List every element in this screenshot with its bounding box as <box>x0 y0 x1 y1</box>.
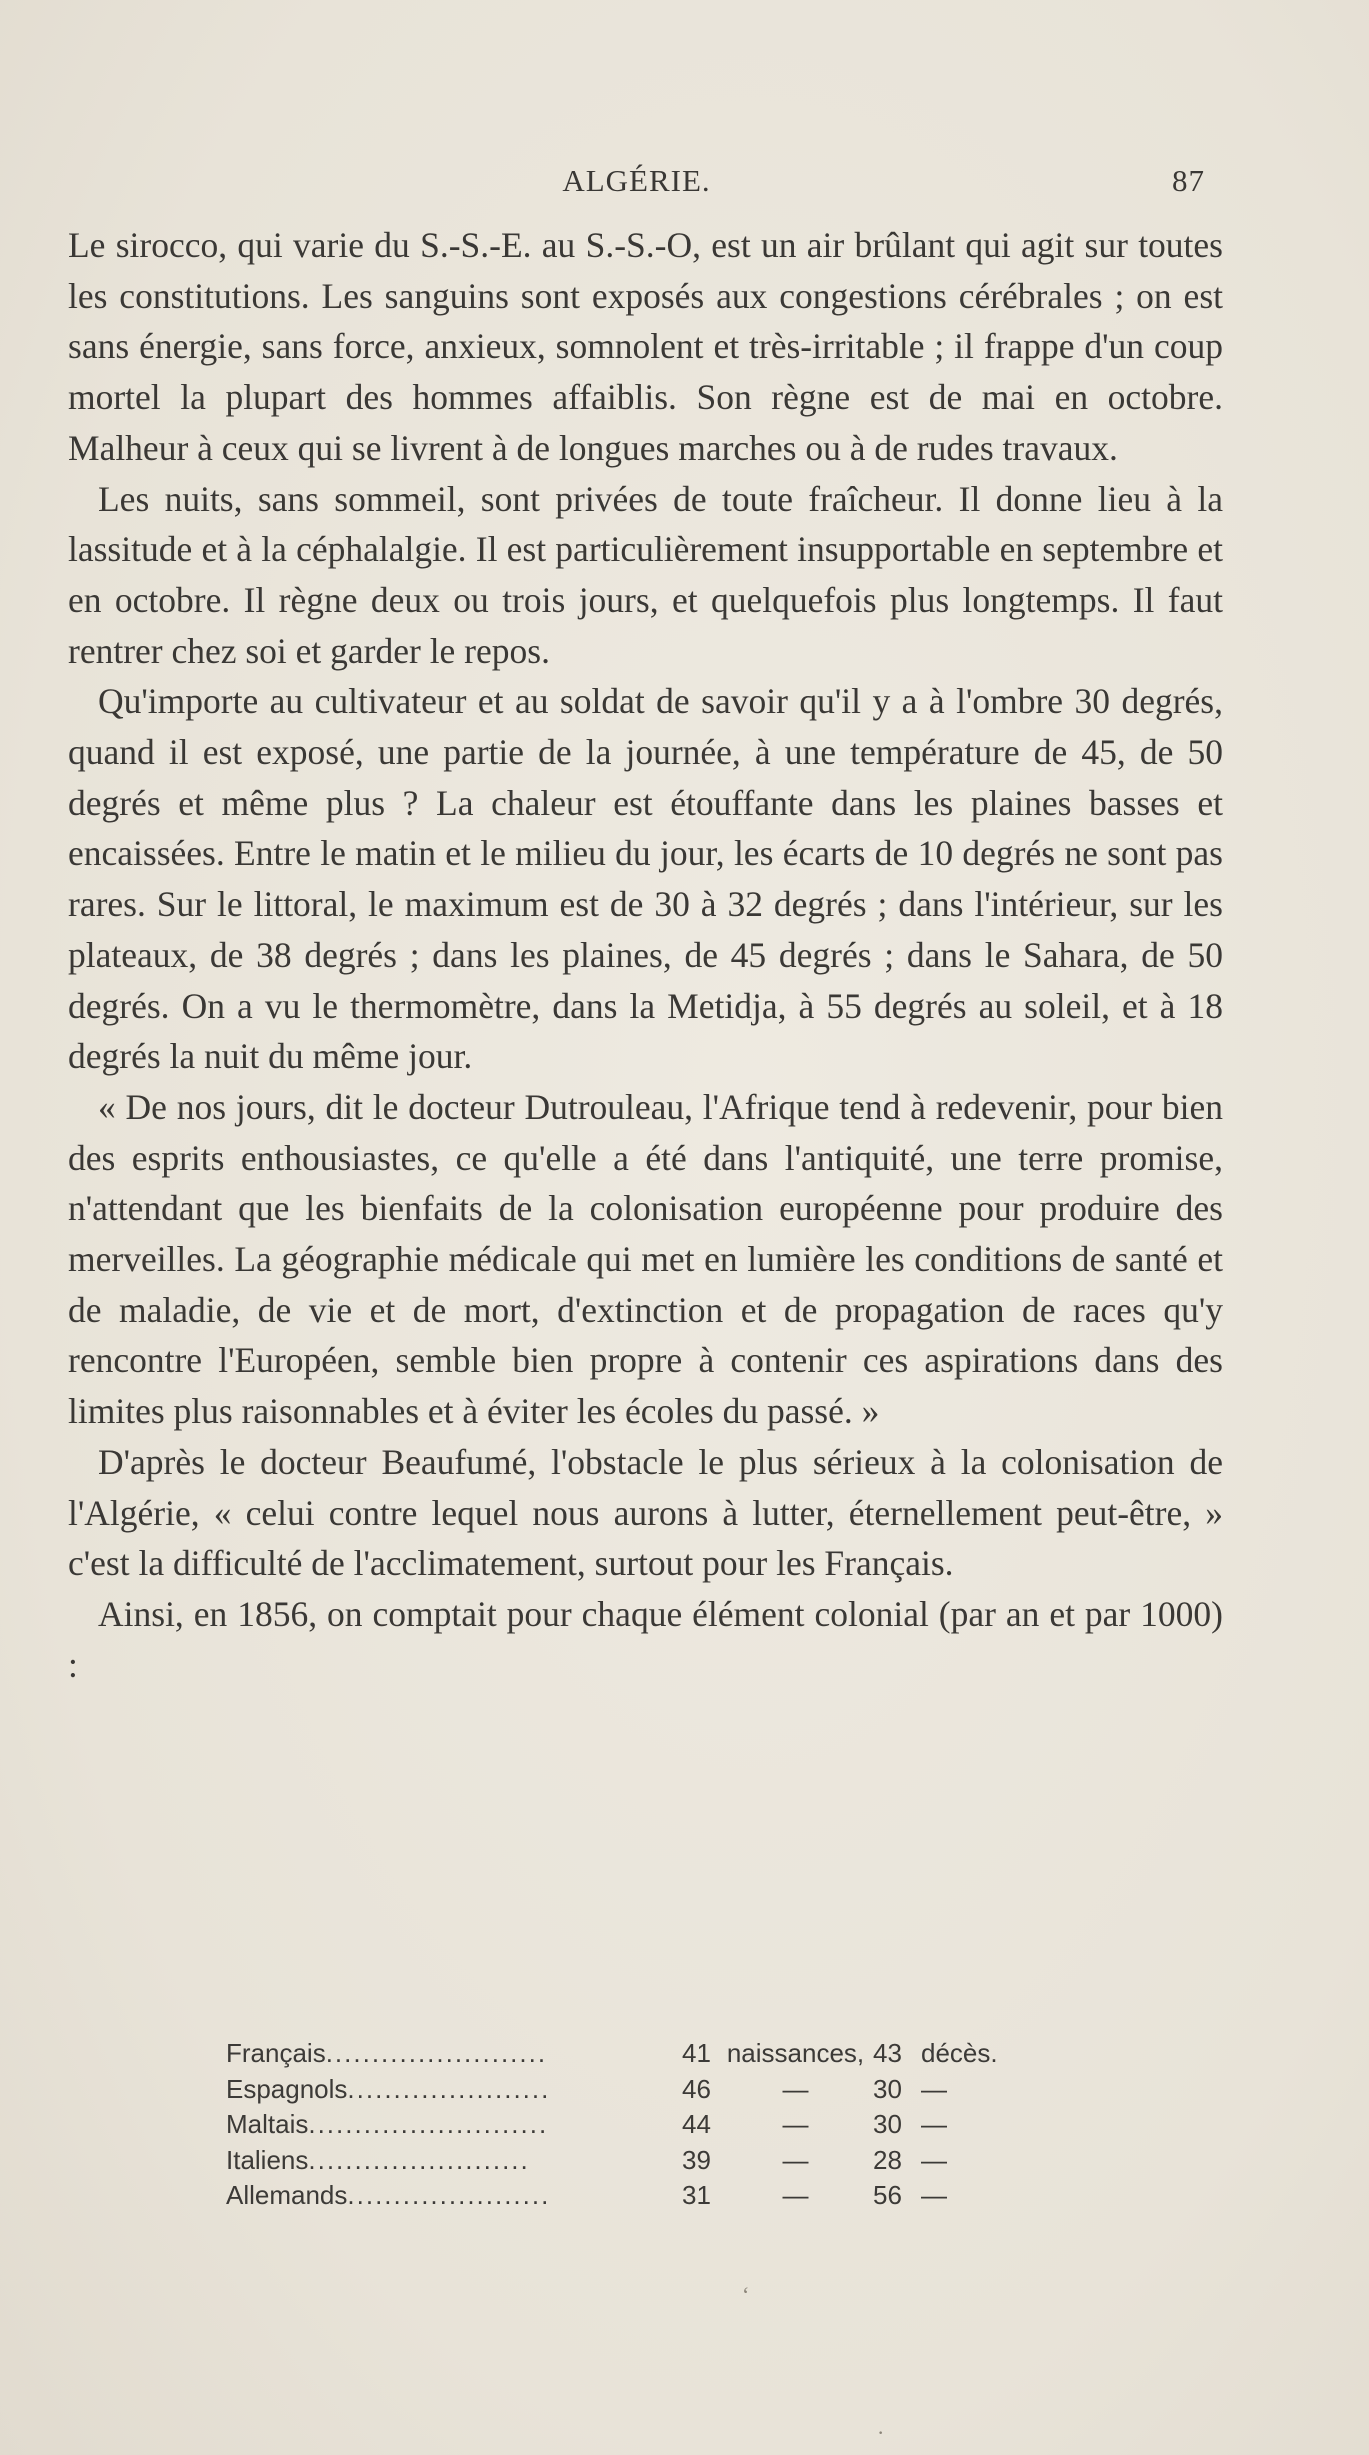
deaths-label: — <box>921 2144 947 2175</box>
deaths-value: 30 <box>873 2109 902 2139</box>
births-label: — <box>782 2073 809 2104</box>
table-row <box>226 2143 1106 2179</box>
births-label: — <box>782 2144 809 2175</box>
table-row <box>226 2036 1106 2072</box>
nation-name: Espagnols <box>226 2073 348 2104</box>
colonial-statistics-table <box>226 2036 1106 2214</box>
deaths-value: 28 <box>873 2144 902 2175</box>
deaths-label: — <box>921 2180 947 2210</box>
deaths-value: 30 <box>873 2073 902 2104</box>
body-text <box>68 220 1223 1690</box>
paper-speck-mark: ʻ <box>742 2282 750 2307</box>
births-value: 31 <box>682 2180 711 2210</box>
running-title: ALGÉRIE. <box>562 163 711 198</box>
table-row <box>226 2107 1106 2143</box>
paragraph-temperatures: Qu'importe au cultivateur et au soldat de savoir qu'il y a à l'ombre 30 degrés, quand il est exposé, une partie de la journée, à une température de 45, de 50 degrés et même plus ? La chaleur est étouffante dans les plaines basses et encaissées. Entre le matin et le milieu du jour, les écarts de 10 degrés ne sont pas rares. Sur le littoral, le maximum est de 30 à 32 degrés ; dans l'intérieur, sur les plateaux, de 38 degrés ; dans les plaines, de 45 degrés ; dans le Sahara, de 50 degrés. On a vu le thermomètre, dans la Metidja, à 55 degrés au soleil, et à 18 degrés la nuit du même jour. <box>68 681 1223 1077</box>
nation-name: Français <box>226 2038 326 2068</box>
nation-name: Allemands <box>226 2180 348 2210</box>
leader-dots: ........................ <box>325 2038 548 2068</box>
paper-speck-mark: · <box>877 2420 885 2445</box>
leader-dots: ........................ <box>308 2144 530 2175</box>
table-row <box>226 2178 1106 2214</box>
leader-dots: ...................... <box>347 2180 551 2210</box>
paragraph-nights: Les nuits, sans sommeil, sont privées de toute fraîcheur. Il donne lieu à la lassitude et à la céphalalgie. Il est particulièrement insupportable en septembre et en octobre. Il règne deux ou trois jours, et quelquefois plus longtemps. Il faut rentrer chez soi et garder le repos. <box>68 478 1223 671</box>
births-label: — <box>782 2180 809 2210</box>
leader-dots: .......................... <box>308 2109 549 2139</box>
nation-name: Italiens <box>226 2144 309 2175</box>
paragraph-table-intro: Ainsi, en 1856, on comptait pour chaque élément colonial (par an et par 1000) : <box>68 1593 1223 1685</box>
deaths-value: 43 <box>873 2038 902 2068</box>
births-value: 41 <box>682 2038 711 2068</box>
births-value: 44 <box>682 2109 711 2139</box>
page-number: 87 <box>1172 163 1205 198</box>
paragraph-dutrouleau-quote: « De nos jours, dit le docteur Dutrouleau, l'Afrique tend à redevenir, pour bien des esprits enthousiastes, ce qu'elle a été dans l'antiquité, une terre promise, n'attendant que les bienfaits de la colonisation européenne pour produire des merveilles. La géographie médicale qui met en lumière les conditions de santé et de maladie, de vie et de mort, d'extinction et de propagation de races qu'y rencontre l'Européen, semble bien propre à contenir ces aspirations dans des limites plus raisonnables et à éviter les écoles du passé. » <box>68 1086 1223 1432</box>
births-label: — <box>782 2109 809 2139</box>
nation-name: Maltais <box>226 2109 309 2139</box>
table-row <box>226 2072 1106 2108</box>
paragraph-sirocco: Le sirocco, qui varie du S.-S.-E. au S.-S.-O, est un air brûlant qui agit sur toutes les constitutions. Les sanguins sont exposés aux congestions cérébrales ; on est sans énergie, sans force, anxieux, somnolent et très-irritable ; il frappe d'un coup mortel la plupart des hommes affaiblis. Son règne est de mai en octobre. Malheur à ceux qui se livrent à de longues marches ou à de rudes travaux. <box>68 225 1223 468</box>
deaths-label: — <box>921 2073 947 2104</box>
deaths-value: 56 <box>873 2180 902 2210</box>
births-value: 46 <box>682 2073 711 2104</box>
paragraph-beaufume: D'après le docteur Beaufumé, l'obstacle le plus sérieux à la colonisation de l'Algérie, « celui contre lequel nous aurons à lutter, éternellement peut-être, » c'est la difficulté de l'acclimatement, surtout pour les Français. <box>68 1441 1223 1584</box>
page-header <box>68 163 1205 203</box>
deaths-label: — <box>921 2109 947 2139</box>
deaths-label: décès. <box>921 2038 998 2068</box>
births-label: naissances, <box>726 2038 865 2068</box>
births-value: 39 <box>682 2144 711 2175</box>
leader-dots: ...................... <box>347 2073 551 2104</box>
